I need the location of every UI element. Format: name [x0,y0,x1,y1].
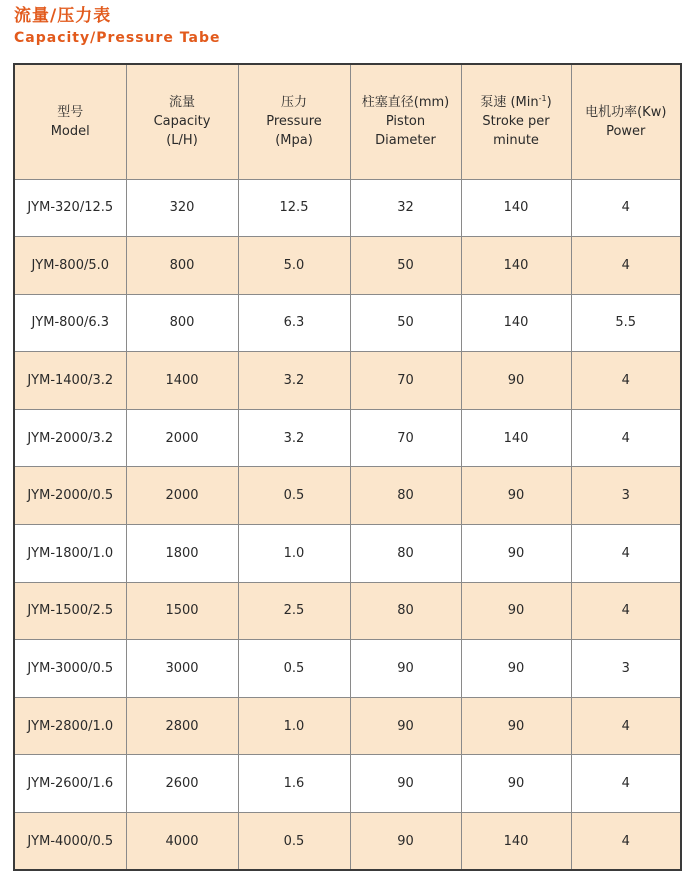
cell-stroke: 90 [461,755,571,813]
cell-model: JYM-3000/0.5 [14,640,126,698]
cell-piston-diameter: 90 [350,640,461,698]
cell-model: JYM-4000/0.5 [14,813,126,871]
table-row [14,525,681,583]
cell-pressure: 0.5 [238,813,350,871]
header-stroke-per-minute: 泵速 (Min$^{-1}$) Stroke per minute [461,64,571,179]
cell-model: JYM-2800/1.0 [14,697,126,755]
cell-power: 4 [571,813,681,871]
cell-power: 4 [571,352,681,410]
cell-power: 3 [571,467,681,525]
cell-power: 5.5 [571,294,681,352]
cell-model: JYM-800/6.3 [14,294,126,352]
capacity-pressure-table [13,63,682,871]
table-row [14,352,681,410]
page-title-en: Capacity/Pressure Tabe [14,30,221,46]
cell-pressure: 12.5 [238,179,350,237]
cell-power: 4 [571,697,681,755]
cell-stroke: 90 [461,467,571,525]
cell-piston-diameter: 80 [350,582,461,640]
cell-stroke: 90 [461,640,571,698]
cell-capacity: 800 [126,237,238,295]
table-row [14,179,681,237]
header-piston-diameter: 柱塞直径(mm) Piston Diameter [350,64,461,179]
table-row [14,813,681,871]
cell-pressure: 6.3 [238,294,350,352]
cell-piston-diameter: 80 [350,525,461,583]
cell-stroke: 90 [461,525,571,583]
cell-piston-diameter: 70 [350,352,461,410]
cell-piston-diameter: 50 [350,237,461,295]
table-row [14,294,681,352]
table-row [14,467,681,525]
cell-piston-diameter: 90 [350,813,461,871]
cell-piston-diameter: 50 [350,294,461,352]
cell-power: 4 [571,179,681,237]
table-row [14,697,681,755]
cell-piston-diameter: 80 [350,467,461,525]
cell-power: 4 [571,237,681,295]
table-row [14,582,681,640]
table-body [14,179,681,870]
cell-piston-diameter: 32 [350,179,461,237]
table-row [14,409,681,467]
cell-stroke: 140 [461,409,571,467]
cell-model: JYM-1400/3.2 [14,352,126,410]
cell-pressure: 0.5 [238,640,350,698]
cell-pressure: 2.5 [238,582,350,640]
cell-pressure: 1.0 [238,697,350,755]
cell-capacity: 1800 [126,525,238,583]
cell-pressure: 3.2 [238,409,350,467]
cell-power: 3 [571,640,681,698]
cell-stroke: 90 [461,352,571,410]
header-capacity: 流量 Capacity (L/H) [126,64,238,179]
cell-capacity: 2800 [126,697,238,755]
cell-model: JYM-1800/1.0 [14,525,126,583]
cell-pressure: 0.5 [238,467,350,525]
cell-pressure: 1.0 [238,525,350,583]
cell-power: 4 [571,525,681,583]
header-pressure: 压力 Pressure (Mpa) [238,64,350,179]
cell-pressure: 1.6 [238,755,350,813]
cell-model: JYM-2000/3.2 [14,409,126,467]
cell-power: 4 [571,582,681,640]
table-row [14,237,681,295]
cell-stroke: 140 [461,179,571,237]
cell-pressure: 5.0 [238,237,350,295]
cell-model: JYM-1500/2.5 [14,582,126,640]
cell-capacity: 3000 [126,640,238,698]
cell-stroke: 140 [461,294,571,352]
header-model: 型号 Model [14,64,126,179]
cell-power: 4 [571,755,681,813]
cell-stroke: 90 [461,697,571,755]
cell-capacity: 320 [126,179,238,237]
cell-capacity: 2000 [126,467,238,525]
cell-model: JYM-800/5.0 [14,237,126,295]
cell-pressure: 3.2 [238,352,350,410]
header-power: 电机功率(Kw) Power [571,64,681,179]
cell-stroke: 140 [461,813,571,871]
table-row [14,640,681,698]
cell-capacity: 2000 [126,409,238,467]
table-header-row [14,64,681,179]
cell-capacity: 800 [126,294,238,352]
cell-stroke: 140 [461,237,571,295]
table-row [14,755,681,813]
cell-piston-diameter: 90 [350,755,461,813]
cell-capacity: 4000 [126,813,238,871]
page-title-cn: 流量/压力表 [14,6,112,26]
cell-power: 4 [571,409,681,467]
cell-model: JYM-2000/0.5 [14,467,126,525]
cell-model: JYM-320/12.5 [14,179,126,237]
cell-piston-diameter: 70 [350,409,461,467]
cell-capacity: 1400 [126,352,238,410]
cell-piston-diameter: 90 [350,697,461,755]
cell-stroke: 90 [461,582,571,640]
cell-capacity: 2600 [126,755,238,813]
cell-model: JYM-2600/1.6 [14,755,126,813]
cell-capacity: 1500 [126,582,238,640]
